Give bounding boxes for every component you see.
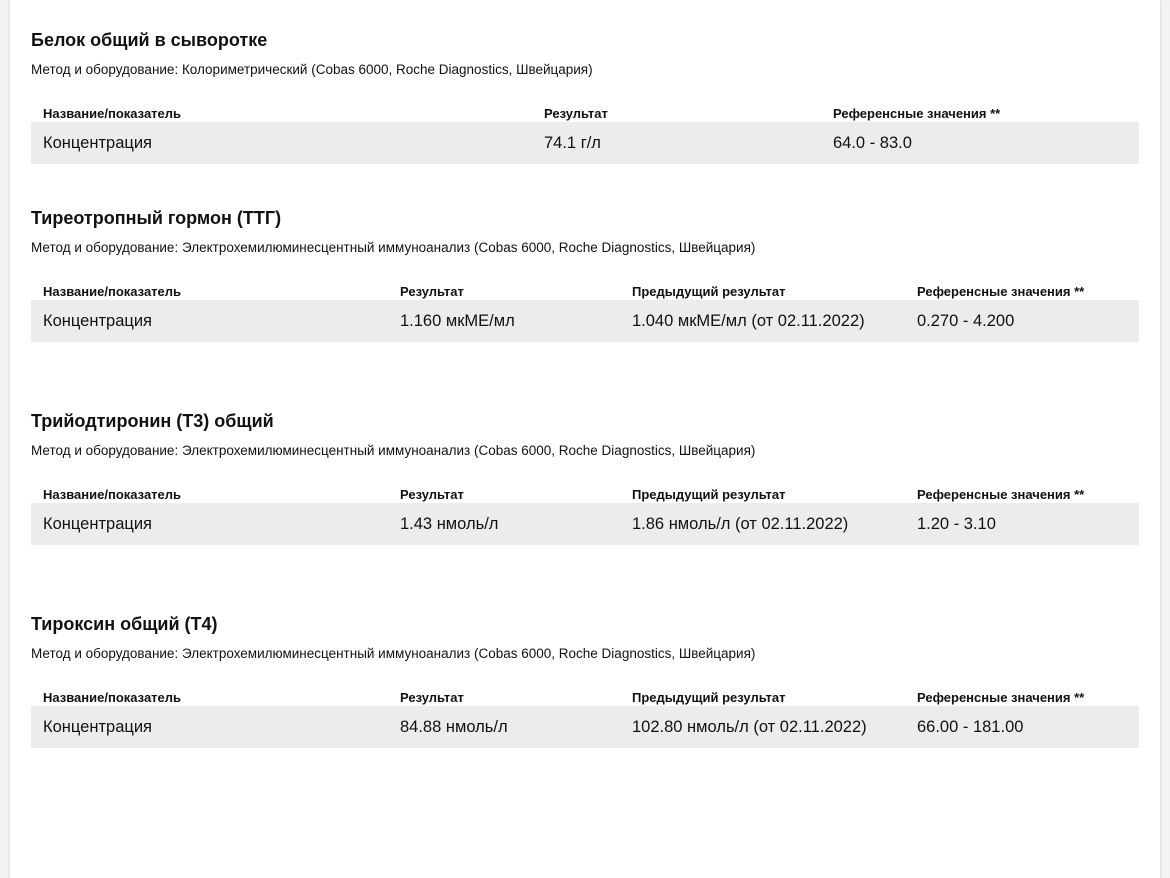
header-result: Результат xyxy=(400,284,464,299)
method-text: Метод и оборудование: Колориметрический (Cobas 6000, Roche Diagnostics, Швейцария) xyxy=(31,62,593,77)
header-name: Название/показатель xyxy=(43,284,182,299)
header-result: Результат xyxy=(400,690,464,705)
header-name: Название/показатель xyxy=(43,487,182,502)
row-reference: 1.20 - 3.10 xyxy=(917,515,996,533)
section-title: Тироксин общий (Т4) xyxy=(31,614,218,634)
row-name: Концентрация xyxy=(43,718,152,736)
header-previous: Предыдущий результат xyxy=(632,487,786,502)
header-reference: Референсные значения ** xyxy=(917,487,1085,502)
header-previous: Предыдущий результат xyxy=(632,690,786,705)
header-result: Результат xyxy=(400,487,464,502)
table-row xyxy=(31,300,1139,342)
row-reference: 64.0 - 83.0 xyxy=(833,134,912,152)
row-result: 84.88 нмоль/л xyxy=(400,718,508,736)
row-previous: 1.86 нмоль/л (от 02.11.2022) xyxy=(632,515,849,533)
header-reference: Референсные значения ** xyxy=(917,690,1085,705)
header-previous: Предыдущий результат xyxy=(632,284,786,299)
method-text: Метод и оборудование: Электрохемилюминесцентный иммуноанализ (Cobas 6000, Roche Diagnostics, Швейцария) xyxy=(31,240,756,255)
row-previous: 1.040 мкМЕ/мл (от 02.11.2022) xyxy=(632,312,865,330)
method-text: Метод и оборудование: Электрохемилюминесцентный иммуноанализ (Cobas 6000, Roche Diagnostics, Швейцария) xyxy=(31,443,756,458)
row-result: 74.1 г/л xyxy=(544,134,601,152)
row-name: Концентрация xyxy=(43,312,152,330)
row-result: 1.43 нмоль/л xyxy=(400,515,499,533)
section-title: Трийодтиронин (Т3) общий xyxy=(31,411,274,431)
document-page xyxy=(10,0,1160,878)
section-title: Белок общий в сыворотке xyxy=(31,30,268,50)
section-title: Тиреотропный гормон (ТТГ) xyxy=(31,208,282,228)
table-row xyxy=(31,706,1139,748)
row-previous: 102.80 нмоль/л (от 02.11.2022) xyxy=(632,718,867,736)
row-name: Концентрация xyxy=(43,515,152,533)
row-reference: 66.00 - 181.00 xyxy=(917,718,1024,736)
row-result: 1.160 мкМЕ/мл xyxy=(400,312,515,330)
table-row xyxy=(31,503,1139,545)
header-reference: Референсные значения ** xyxy=(833,106,1001,121)
method-text: Метод и оборудование: Электрохемилюминесцентный иммуноанализ (Cobas 6000, Roche Diagnostics, Швейцария) xyxy=(31,646,756,661)
row-reference: 0.270 - 4.200 xyxy=(917,312,1015,330)
row-name: Концентрация xyxy=(43,134,152,152)
table-row xyxy=(31,122,1139,164)
header-result: Результат xyxy=(544,106,608,121)
header-name: Название/показатель xyxy=(43,690,182,705)
header-name: Название/показатель xyxy=(43,106,182,121)
header-reference: Референсные значения ** xyxy=(917,284,1085,299)
